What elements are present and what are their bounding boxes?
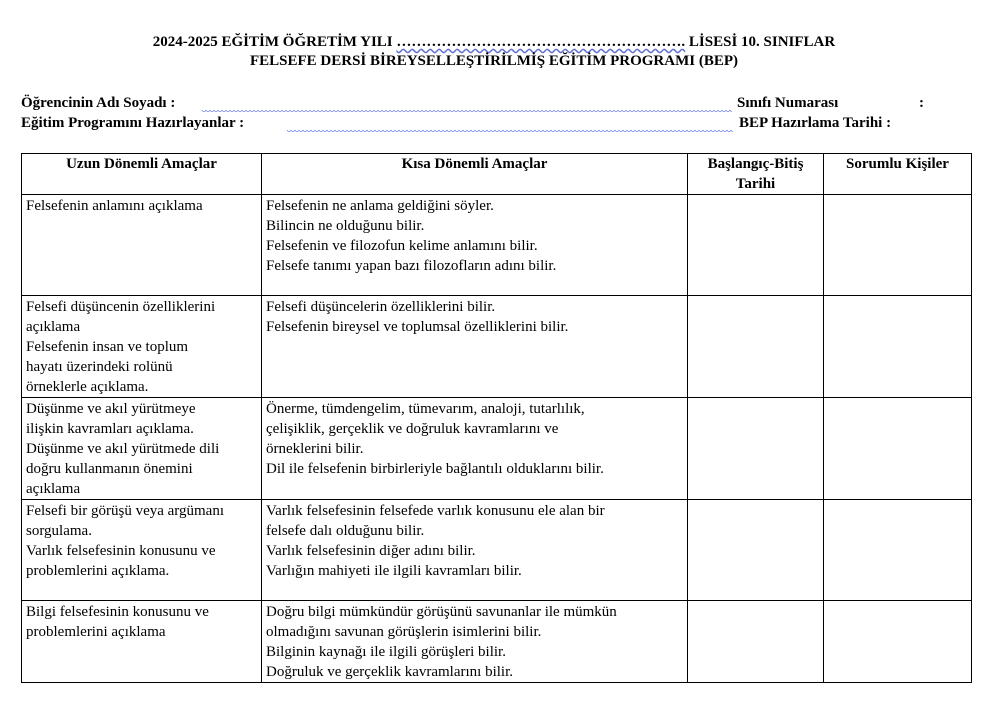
student-name-label: Öğrencinin Adı Soyadı :: [21, 95, 176, 111]
header-short-term-goals: Kısa Dönemli Amaçlar: [262, 154, 688, 195]
table-row: [22, 398, 972, 500]
long-term-goal-cell: Düşünme ve akıl yürütmeye ilişkin kavramları açıklama. Düşünme ve akıl yürütmede dili doğru kullanmanın önemini açıklama: [22, 398, 262, 500]
short-term-goal-cell: Felsefenin ne anlama geldiğini söyler. Bilincin ne olduğunu bilir. Felsefenin ve filozofun kelime anlamını bilir. Felsefe tanımı yapan bazı filozofların adını bilir.: [262, 195, 688, 296]
table-row: [22, 500, 972, 601]
date-cell[interactable]: [688, 500, 824, 601]
date-cell[interactable]: [688, 601, 824, 683]
bep-date-label: BEP Hazırlama Tarihi :: [739, 115, 892, 131]
document-title-line2: FELSEFE DERSİ BİREYSELLEŞTİRİLMİŞ EĞİTİM PROGRAMI (BEP): [249, 53, 739, 69]
table-row: [22, 601, 972, 683]
short-term-goal-cell: Doğru bilgi mümkündür görüşünü savunanlar ile mümkün olmadığını savunan görüşlerin isimlerini bilir. Bilginin kaynağı ile ilgili görüşleri bilir. Doğruluk ve gerçeklik kavramlarını bilir.: [262, 601, 688, 683]
class-number-colon: :: [919, 95, 924, 111]
short-term-goal-cell: Önerme, tümdengelim, tümevarım, analoji, tutarlılık, çelişiklik, gerçeklik ve doğruluk kavramlarını ve örneklerini bilir. Dil ile felsefenin birbirleriyle bağlantılı olduklarını bilir.: [262, 398, 688, 500]
short-term-goal-cell: Varlık felsefesinin felsefede varlık konusunu ele alan bir felsefe dalı olduğunu bilir. Varlık felsefesinin diğer adını bilir. Varlığın mahiyeti ile ilgili kavramları bilir.: [262, 500, 688, 601]
title-prefix: 2024-2025 EĞİTİM ÖĞRETİM YILI: [152, 34, 397, 50]
responsible-cell[interactable]: [824, 195, 972, 296]
responsible-cell[interactable]: [824, 500, 972, 601]
long-term-goal-cell: Bilgi felsefesinin konusunu ve problemlerini açıklama: [22, 601, 262, 683]
long-term-goal-cell: Felsefi düşüncenin özelliklerini açıklama Felsefenin insan ve toplum hayatı üzerindeki rolünü örneklerle açıklama.: [22, 296, 262, 398]
date-cell[interactable]: [688, 296, 824, 398]
preparer-blank[interactable]: [287, 130, 733, 134]
preparer-label: Eğitim Programını Hazırlayanlar :: [21, 115, 245, 131]
date-cell[interactable]: [688, 398, 824, 500]
bep-table: [21, 153, 972, 683]
responsible-cell[interactable]: [824, 601, 972, 683]
document-title-line1: [0, 33, 988, 52]
date-cell[interactable]: [688, 195, 824, 296]
long-term-goal-cell: Felsefenin anlamını açıklama: [22, 195, 262, 296]
title-suffix: LİSESİ 10. SINIFLAR: [685, 34, 836, 50]
school-name-blank[interactable]: ………………………………………………….: [396, 34, 686, 50]
class-number-label: Sınıfı Numarası: [737, 95, 839, 111]
table-row: [22, 296, 972, 398]
short-term-goal-cell: Felsefi düşüncelerin özelliklerini bilir. Felsefenin bireysel ve toplumsal özelliklerini bilir.: [262, 296, 688, 398]
responsible-cell[interactable]: [824, 398, 972, 500]
header-start-end-date: Başlangıç-Bitiş Tarihi: [688, 154, 824, 195]
table-header-row: [22, 154, 972, 195]
student-name-blank[interactable]: [202, 110, 732, 114]
responsible-cell[interactable]: [824, 296, 972, 398]
table-row: [22, 195, 972, 296]
header-long-term-goals: Uzun Dönemli Amaçlar: [22, 154, 262, 195]
long-term-goal-cell: Felsefi bir görüşü veya argümanı sorgulama. Varlık felsefesinin konusunu ve problemlerini açıklama.: [22, 500, 262, 601]
header-responsible-persons: Sorumlu Kişiler: [824, 154, 972, 195]
